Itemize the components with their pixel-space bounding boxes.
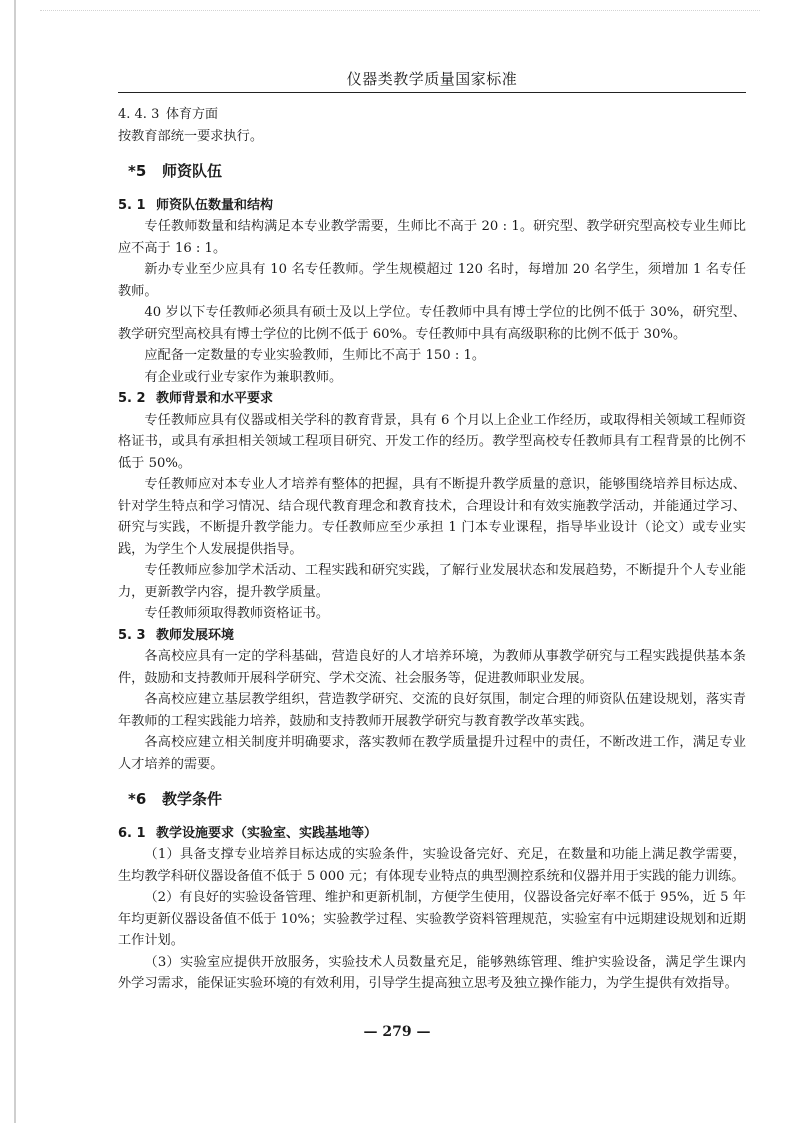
section-number: *5 bbox=[128, 162, 147, 180]
body-text bbox=[118, 104, 746, 995]
paragraph: 新办专业至少应具有 10 名专任教师。学生规模超过 120 名时，每增加 20 名学生，须增加 1 名专任教师。 bbox=[118, 262, 746, 299]
section-number: 4. 4. 3 bbox=[118, 107, 160, 122]
paragraph: 各高校应具有一定的学科基础，营造良好的人才培养环境，为教师从事教学研究与工程实践提供基本条件，鼓励和支持教师开展科学研究、学术交流、社会服务等，促进教师职业发展。 bbox=[118, 649, 746, 686]
section-title: 教学设施要求（实验室、实践基地等） bbox=[156, 825, 378, 841]
paragraph: 各高校应建立基层教学组织，营造教学研究、交流的良好氛围，制定合理的师资队伍建设规划，落实青年教师的工程实践能力培养，鼓励和支持教师开展教学研究与教育教学改革实践。 bbox=[118, 692, 746, 729]
section-title: 教师发展环境 bbox=[156, 627, 235, 643]
section-number: 5. 2 bbox=[118, 391, 146, 406]
paragraph: 专任教师数量和结构满足本专业教学需要，生师比不高于 20 : 1。研究型、教学研究型高校专业生师比应不高于 16 : 1。 bbox=[118, 219, 746, 256]
scan-edge bbox=[14, 0, 16, 1123]
paragraph: 专任教师须取得教师资格证书。 bbox=[144, 606, 330, 621]
section-title: 教师背景和水平要求 bbox=[156, 391, 274, 406]
section-title: 师资队伍数量和结构 bbox=[156, 197, 274, 213]
page-number: — 279 — bbox=[363, 1024, 431, 1040]
paragraph: 应配备一定数量的专业实验教师，生师比不高于 150 : 1。 bbox=[144, 348, 486, 363]
subsection-5-1-heading bbox=[118, 195, 746, 217]
section-title: 体育方面 bbox=[166, 107, 219, 122]
paragraph: 专任教师应具有仪器或相关学科的教育背景，具有 6 个月以上企业工作经历，或取得相关领域工程师资格证书，或具有承担相关领域工程项目研究、开发工作的经历。教学型高校专任教师具有工程背景的比例不低于 50%。 bbox=[118, 412, 746, 471]
subsection-5-3-heading bbox=[118, 625, 746, 647]
paragraph: 有企业或行业专家作为兼职教师。 bbox=[144, 369, 343, 385]
section-number: *6 bbox=[128, 790, 147, 808]
section-title: 师资队伍 bbox=[162, 162, 223, 180]
scan-noise bbox=[40, 10, 760, 21]
paragraph: （2）有良好的实验设备管理、维护和更新机制，方便学生使用，仪器设备完好率不低于 95%，近 5 年年均更新仪器设备值不低于 10%；实验教学过程、实验教学资料管理规范，实验室有中远期建设规划和近期工作计划。 bbox=[118, 890, 746, 948]
section-6-heading bbox=[118, 789, 746, 811]
section-title: 教学条件 bbox=[162, 790, 223, 808]
paragraph: 各高校应建立相关制度并明确要求，落实教师在教学质量提升过程中的责任，不断改进工作，满足专业人才培养的需要。 bbox=[118, 735, 746, 772]
paragraph: 按教育部统一要求执行。 bbox=[118, 128, 264, 144]
section-5-heading bbox=[118, 161, 746, 183]
header-rule bbox=[118, 92, 746, 93]
paragraph: 专任教师应参加学术活动、工程实践和研究实践，了解行业发展状态和发展趋势，不断提升个人专业能力，更新教学内容，提升教学质量。 bbox=[118, 563, 746, 600]
paragraph: 40 岁以下专任教师必须具有硕士及以上学位。专任教师中具有博士学位的比例不低于 30%，研究型、教学研究型高校具有博士学位的比例不低于 60%。专任教师中具有高级职称的比例不低于 30%。 bbox=[118, 305, 746, 342]
paragraph: （1）具备支撑专业培养目标达成的实验条件，实验设备完好、充足，在数量和功能上满足教学需要，生均教学科研仪器设备值不低于 5 000 元；有体现专业特点的典型测控系统和仪器并用于实践的能力训练。 bbox=[118, 847, 746, 884]
subsection-4-4-3-heading bbox=[118, 104, 746, 126]
section-number: 5. 1 bbox=[118, 197, 146, 213]
section-number: 5. 3 bbox=[118, 627, 146, 643]
paragraph: 专任教师应对本专业人才培养有整体的把握，具有不断提升教学质量的意识，能够围绕培养目标达成、针对学生特点和学习情况、结合现代教育理念和教育技术，合理设计和有效实施教学活动，并能通过学习、研究与实践，不断提升教学能力。专任教师应至少承担 1 门本专业课程，指导毕业设计（论文）或专业实践，为学生个人发展提供指导。 bbox=[118, 477, 746, 557]
running-header: 仪器类教学质量国家标准 bbox=[346, 70, 518, 88]
paragraph: （3）实验室应提供开放服务，实验技术人员数量充足，能够熟练管理、维护实验设备，满足学生课内外学习需求，能保证实验环境的有效利用，引导学生提高独立思考及独立操作能力，为学生提供有效指导。 bbox=[118, 954, 746, 991]
subsection-5-2-heading bbox=[118, 388, 746, 410]
section-number: 6. 1 bbox=[118, 825, 146, 841]
subsection-6-1-heading bbox=[118, 823, 746, 845]
